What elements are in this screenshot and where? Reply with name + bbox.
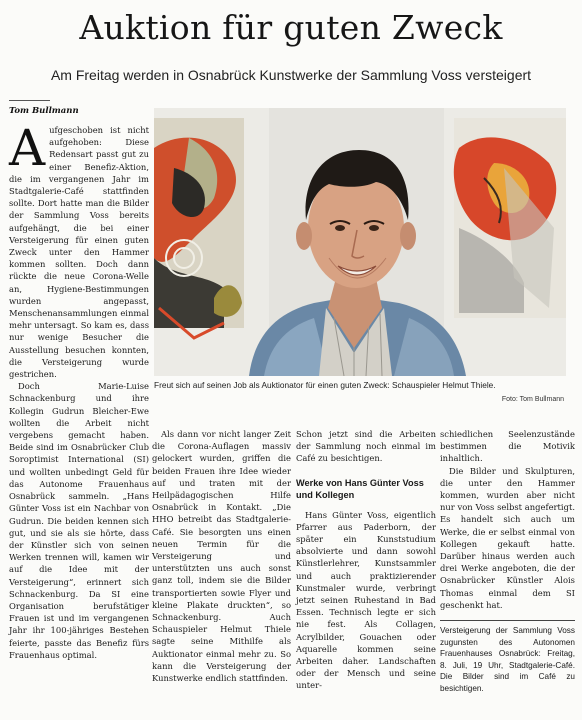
article-subheadline: Am Freitag werden in Osnabrück Kunstwerke der Sammlung Voss versteigert bbox=[50, 67, 532, 83]
photo-credit: Foto: Tom Bullmann bbox=[501, 396, 564, 403]
right-painting bbox=[454, 118, 566, 318]
text-column-3 bbox=[296, 428, 436, 708]
paragraph-7: Die Bilder und Skulpturen, die unter den Hammer kommen, wurden aber nicht nur von Voss selbst angefertigt. Es handelt sich auch um Werke, die er selbst einmal von Kollegen gekauft hatte. Darüber hinaus werden auch drei Werke angeboten, die der Osnabrücker Künstler Alois Thomas einmal dem SI geschenkt hat. bbox=[440, 465, 575, 610]
left-painting bbox=[154, 118, 244, 338]
text-column-1 bbox=[9, 119, 149, 714]
paragraph-1 bbox=[9, 119, 149, 380]
event-infobox: Versteigerung der Sammlung Voss zugunsten des Autonomen Frauenhauses Osnabrück: Freitag, 8. Juli, 19 Uhr, Stadtgalerie-Café. Die Bilder sind im Café zu besichtigen. bbox=[440, 620, 575, 694]
drop-cap: A bbox=[9, 119, 46, 177]
author-rule bbox=[9, 100, 50, 101]
article-photo bbox=[154, 108, 566, 376]
author-byline: Tom Bullmann bbox=[9, 106, 79, 116]
text-column-2 bbox=[152, 428, 291, 708]
photo-illustration bbox=[154, 108, 566, 376]
paragraph-1-text: ufgeschoben ist nicht aufgehoben: Diese Redensart passt gut zu einer Benefiz-Aktion, die im vergangenen Jahr im Stadtgalerie-Café stattfinden sollte. Dort hatte man die Bilder der Sammlung Voss bereits aufgehängt, die bei einer Versteigerung für einen guten Zweck unter den Hammer kommen sollten. Doch dann rückte die neue Corona-Welle an, Hygiene-Bestimmungen wurden angepasst, Menschenansammlungen einmal mehr untersagt. So kam es, dass nur wenige Besucher die Ausstellung besuchen konnten, die Versteigerung wurde gestrichen. bbox=[9, 125, 149, 380]
photo-caption: Freut sich auf seinen Job als Auktionator für einen guten Zweck: Schauspieler Helmut Thiele. bbox=[154, 380, 496, 390]
paragraph-6: schiedlichen Seelenzustände bestimmen die Motivik inhaltlich. bbox=[440, 429, 575, 464]
section-heading: Werke von Hans Günter Voss und Kollegen bbox=[296, 477, 424, 500]
paragraph-4: Schon jetzt sind die Arbeiten der Sammlung noch einmal im Café zu besichtigen. bbox=[296, 429, 436, 464]
text-column-4 bbox=[440, 428, 575, 708]
paragraph-5: Hans Günter Voss, eigentlich Pfarrer aus Paderborn, der später ein Kunststudium absolvierte und dann sowohl Künstlerlehrer, Kunstsammler und auch praktizierender Kunstmaler wurde, verbringt jetzt seinen Ruhestand in Bad Essen. Technisch legte er sich nie fest. Als Collagen, Acrylbilder, Gouachen oder Aquarelle kommen seine Arbeiten daher. Landschaften oder der Mensch und seine unter- bbox=[296, 509, 436, 691]
article-headline: Auktion für guten Zweck bbox=[79, 8, 503, 47]
paragraph-3: Als dann vor nicht langer Zeit die Corona-Auflagen massiv gelockert wurden, griffen die beiden Frauen ihre Idee wieder auf und traten mit der Heilpädagogischen Hilfe Osnabrück in Kontakt. „Die HHO betreibt das Stadtgalerie-Café. Sie besorgten uns einen neuen Termin für die Versteigerung und unterstützten uns auch sonst ganz toll, indem sie die Bilder transportierten sowie Flyer und kleine Plakate druckten“, so Schnackenburg. Auch Schauspieler Helmut Thiele sagte seine Mithilfe als Auktionator einmal mehr zu. So kann die Versteigerung der Kunstwerke endlich stattfinden. bbox=[152, 429, 291, 684]
paragraph-2: Doch Marie-Luise Schnackenburg und ihre Kollegin Gudrun Bleicher-Ewe wollten die Arbeit nicht vergebens gemacht haben. Beide sind im Osnabrücker Club Soroptimist International (SI) und wollten unbedingt Geld für das Autonome Frauenhaus Osnabrück sammeln. „Hans Günter Voss ist ein Nachbar von Gudrun. Die beiden kennen sich gut, und sie als sie hörte, dass der Künstler sich von seinen Werken trennen will, kamen wir auf die Idee mit der Versteigerung“, erinnert sich Schnackenburg. Da SI eine Organisation berufstätiger Frauen ist und im vergangenen Jahr ihr 100-jähriges Bestehen feierte, passte das Benefiz fürs Frauenhaus optimal. bbox=[9, 381, 149, 660]
